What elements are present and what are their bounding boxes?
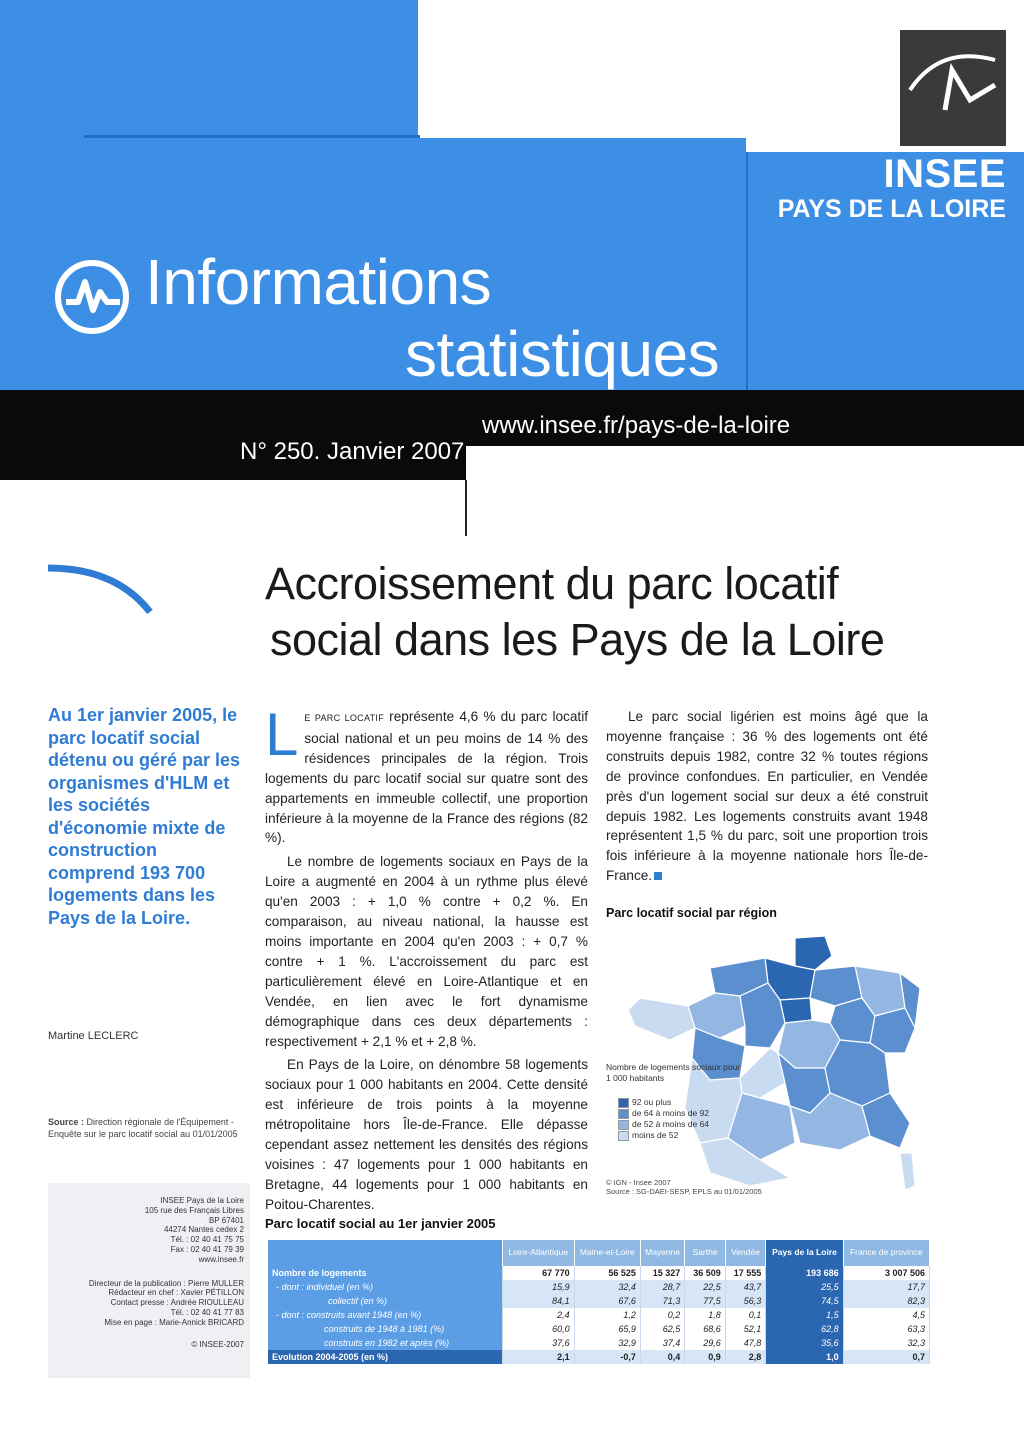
table-row — [268, 1266, 930, 1280]
contact-line: Mise en page : Marie-Annick BRICARD — [104, 1317, 244, 1327]
map-legend — [618, 1097, 709, 1141]
legend-item — [618, 1130, 709, 1141]
table-header-row — [268, 1240, 930, 1266]
table-cell: 25,5 — [766, 1280, 843, 1294]
table-row — [268, 1308, 930, 1322]
article-title-line1: Accroissement du parc locatif — [265, 558, 839, 609]
table-row — [268, 1294, 930, 1308]
table-cell: 36 509 — [685, 1266, 726, 1280]
table-cell: 67 770 — [503, 1266, 575, 1280]
contact-line: 44274 Nantes cedex 2 — [163, 1225, 244, 1235]
table-cell: 63,3 — [843, 1322, 929, 1336]
table-cell: 15 327 — [640, 1266, 684, 1280]
copyright: © INSEE-2007 — [191, 1339, 244, 1349]
table-cell: 37,6 — [503, 1336, 575, 1350]
table-cell: 15,9 — [503, 1280, 575, 1294]
contact-line: www.insee.fr — [198, 1254, 244, 1264]
contact-line: Tél. : 02 40 41 77 83 — [170, 1307, 244, 1317]
contact-line: Rédacteur en chef : Xavier PÉTILLON — [108, 1288, 244, 1298]
table-cell: 0,4 — [640, 1350, 684, 1364]
table-cell: 1,2 — [574, 1308, 640, 1322]
table-cell: 35,6 — [766, 1336, 843, 1350]
table-cell: 28,7 — [640, 1280, 684, 1294]
legend-label: moins de 52 — [632, 1130, 679, 1140]
author: Martine LECLERC — [48, 1030, 139, 1042]
table-cell: 37,4 — [640, 1336, 684, 1350]
table-cell: 84,1 — [503, 1294, 575, 1308]
row-label: Nombre de logements — [268, 1266, 503, 1280]
map-title: Parc locatif social par région — [606, 906, 777, 920]
table-cell: 17,7 — [843, 1280, 929, 1294]
row-label: Evolution 2004-2005 (en %) — [268, 1350, 503, 1364]
legend-swatch — [618, 1131, 629, 1141]
insee-brand: INSEE — [883, 152, 1006, 196]
legend-item — [618, 1119, 709, 1130]
table-cell: 62,8 — [766, 1322, 843, 1336]
table-row — [268, 1336, 930, 1350]
table-corner — [268, 1240, 503, 1266]
table-cell: 71,3 — [640, 1294, 684, 1308]
website-link[interactable]: www.insee.fr/pays-de-la-loire — [482, 412, 791, 439]
table-title: Parc locatif social au 1er janvier 2005 — [265, 1216, 496, 1231]
contact-line: Tél. : 02 40 41 75 75 — [170, 1235, 244, 1245]
series-title-line2: statistiques — [405, 318, 720, 390]
table-cell: 47,8 — [725, 1336, 766, 1350]
legend-item — [618, 1108, 709, 1119]
region-name: PAYS DE LA LOIRE — [777, 195, 1006, 223]
table-cell: 65,9 — [574, 1322, 640, 1336]
table-cell: 32,3 — [843, 1336, 929, 1350]
body-column-1 — [265, 701, 588, 1215]
divider-line — [465, 480, 467, 536]
contact-line: 105 rue des Français Libres — [144, 1205, 244, 1215]
source-text: Direction régionale de l'Équipement - Enquête sur le parc locatif social au 01/01/2005 — [48, 1117, 238, 1139]
table-cell: 0,2 — [640, 1308, 684, 1322]
issue-number: N° 250. Janvier 2007 — [240, 438, 465, 465]
series-title-line1: Informations — [145, 246, 492, 318]
map-legend-title: Nombre de logements sociaux pour 1 000 habitants — [606, 1062, 741, 1083]
table-cell: 2,1 — [503, 1350, 575, 1364]
row-label: construits de 1948 à 1981 (%) — [268, 1322, 503, 1336]
article-title — [265, 556, 985, 668]
table-cell: 32,4 — [574, 1280, 640, 1294]
contact-line: Fax : 02 40 41 79 39 — [170, 1244, 244, 1254]
row-label: collectif (en %) — [268, 1294, 503, 1308]
body-column-2 — [606, 707, 928, 886]
table-cell: 3 007 506 — [843, 1266, 929, 1280]
table-cell: 68,6 — [685, 1322, 726, 1336]
article-title-line2: social dans les Pays de la Loire — [270, 614, 885, 665]
map-copyright: © IGN - Insee 2007 — [606, 1178, 671, 1187]
map-region — [628, 998, 695, 1040]
article-lead: Au 1er janvier 2005, le parc locatif social détenu ou géré par les organismes d'HLM et les sociétés d'économie mixte de construction comprend 193 700 logements dans les Pays de la Loire. — [48, 705, 241, 928]
paragraph-3: En Pays de la Loire, on dénombre 58 logements sociaux pour 1 000 habitants en 2004. Cette densité est inférieure de trois points à la moyenne métropolitaine hors Île-de-France. Elle dépasse cependant assez nettement les densités des régions voisines : 47 logements pour 1 000 habitants en Bretagne, 44 logements pour 1 000 habitants en Poitou-Charentes. — [265, 1057, 588, 1212]
contact-line: BP 67401 — [209, 1215, 244, 1225]
contact-line: Directeur de la publication : Pierre MULLER — [88, 1278, 244, 1288]
table-cell: 56,3 — [725, 1294, 766, 1308]
contact-line — [48, 1265, 250, 1279]
row-label: - dont : construits avant 1948 (en %) — [268, 1308, 503, 1322]
table-cell: 17 555 — [725, 1266, 766, 1280]
table-cell: 22,5 — [685, 1280, 726, 1294]
table-cell: 2,8 — [725, 1350, 766, 1364]
row-label: construits en 1982 et après (%) — [268, 1336, 503, 1350]
legend-label: 92 ou plus — [632, 1097, 672, 1107]
table-cell: 0,9 — [685, 1350, 726, 1364]
header-block-top — [0, 0, 418, 135]
table-cell: 32,9 — [574, 1336, 640, 1350]
column-header: Mayenne — [640, 1240, 684, 1266]
table-cell: 2,4 — [503, 1308, 575, 1322]
end-square-icon — [654, 872, 662, 880]
table-row — [268, 1350, 930, 1364]
paragraph-4: Le parc social ligérien est moins âgé que la moyenne française : 36 % des logements ont été construits depuis 1982, contre 32 % toutes régions de province confondues. En particulier, en Vendée près d'un logement social sur deux a été construit depuis 1982. Les logements construits avant 1948 représentent 1,5 % du parc, soit une proportion trois fois inférieure à la moyenne nationale hors Île-de-France. — [606, 709, 928, 884]
table-cell: 74,5 — [766, 1294, 843, 1308]
header-shadow-1 — [84, 135, 420, 138]
table-cell: 56 525 — [574, 1266, 640, 1280]
contact-box — [48, 1183, 250, 1378]
source-label: Source : — [48, 1117, 85, 1127]
table-cell: -0,7 — [574, 1350, 640, 1364]
contact-line: INSEE Pays de la Loire — [160, 1196, 244, 1205]
column-header: Sarthe — [685, 1240, 726, 1266]
column-header: Pays de la Loire — [766, 1240, 843, 1266]
source-note — [48, 1116, 248, 1140]
column-header: France de province — [843, 1240, 929, 1266]
legend-label: de 52 à moins de 64 — [632, 1119, 710, 1129]
housing-table — [268, 1240, 930, 1364]
table-cell: 77,5 — [685, 1294, 726, 1308]
info-stat-logo-icon — [52, 258, 134, 341]
paragraph-2: Le nombre de logements sociaux en Pays de la Loire a augmenté en 2004 à un rythme plus élevé qu'en 2003 : + 1,0 % contre + 0,2 %. En comparaison, au niveau national, la hausse est moins importante en 2004 qu'en 2003 : + 0,7 % contre + 1 %. L'accroissement du parc est particulièrement élevé en Loire-Atlantique et en Vendée, en lien avec le fort dynamisme démographique dans ces deux départements : respectivement + 2,1 % et + 2,8 %. — [265, 854, 588, 1049]
table-cell: 0,7 — [843, 1350, 929, 1364]
table-cell: 82,3 — [843, 1294, 929, 1308]
table-cell: 4,5 — [843, 1308, 929, 1322]
contact-line — [48, 1328, 250, 1340]
table-row — [268, 1280, 930, 1294]
title-arc-icon — [46, 560, 156, 625]
p1-smallcaps: E PARC LOCATIF — [304, 713, 385, 723]
legend-swatch — [618, 1120, 629, 1130]
map-source-text: Source : SG-DAEI-SESP, EPLS au 01/01/2005 — [606, 1187, 762, 1196]
dropcap: L — [265, 701, 299, 768]
column-header: Maine-et-Loire — [574, 1240, 640, 1266]
legend-swatch — [618, 1098, 629, 1108]
table-cell: 29,6 — [685, 1336, 726, 1350]
table-cell: 52,1 — [725, 1322, 766, 1336]
row-label: - dont : individuel (en %) — [268, 1280, 503, 1294]
table-cell: 60,0 — [503, 1322, 575, 1336]
table-cell: 0,1 — [725, 1308, 766, 1322]
map-region — [900, 1153, 915, 1190]
insee-logo-icon — [900, 30, 1006, 146]
legend-label: de 64 à moins de 92 — [632, 1108, 710, 1118]
table-cell: 193 686 — [766, 1266, 843, 1280]
map-source — [606, 1178, 762, 1196]
map-region — [795, 936, 832, 970]
paragraph-1: représente 4,6 % du parc locatif social national et un peu moins de 14 % des résidences principales de la région. Trois logements du parc locatif social sur quatre sont des appartements en immeuble collectif, une proportion inférieure à la moyenne de la France des régions (82 %). — [265, 709, 588, 846]
column-header: Vendée — [725, 1240, 766, 1266]
table-cell: 1,0 — [766, 1350, 843, 1364]
table-cell: 1,5 — [766, 1308, 843, 1322]
legend-item — [618, 1097, 709, 1108]
contact-line: Contact presse : Andrée RIOULLEAU — [110, 1298, 244, 1308]
header-shadow-2 — [746, 152, 748, 390]
column-header: Loire-Atlantique — [503, 1240, 575, 1266]
table-row — [268, 1322, 930, 1336]
table-cell: 1,8 — [685, 1308, 726, 1322]
table-cell: 43,7 — [725, 1280, 766, 1294]
table-cell: 67,6 — [574, 1294, 640, 1308]
table-cell: 62,5 — [640, 1322, 684, 1336]
map-region — [780, 998, 812, 1023]
legend-swatch — [618, 1109, 629, 1119]
